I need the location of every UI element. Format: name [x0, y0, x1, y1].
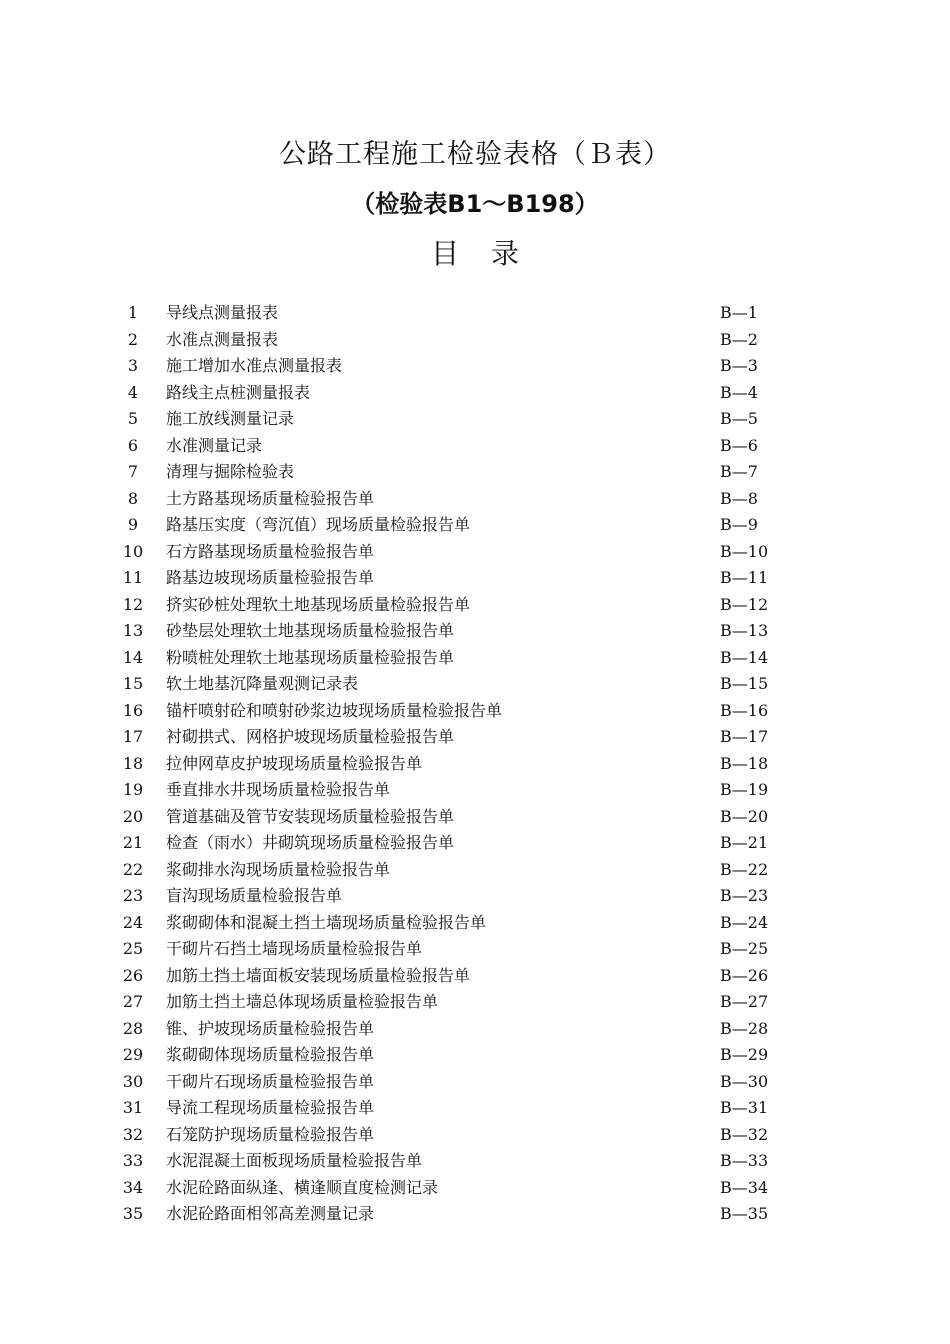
toc-entry-title: 检查（雨水）井砌筑现场质量检验报告单: [166, 833, 455, 852]
toc-entry-title: 水泥砼路面相邻高差测量记录: [166, 1204, 375, 1223]
toc-entry-number: 28: [122, 1018, 144, 1038]
toc-entry-code: B—2: [720, 329, 758, 349]
toc-entry[interactable]: [0, 645, 950, 672]
toc-entry-code: B—5: [720, 409, 758, 428]
toc-entry[interactable]: [0, 671, 950, 698]
toc-entry-number: 21: [122, 833, 144, 852]
toc-entry-number: 2: [127, 329, 139, 349]
toc-entry-title: 浆砌砌体和混凝土挡土墙现场质量检验报告单: [166, 912, 487, 932]
toc-entry[interactable]: [0, 883, 950, 910]
toc-entry-title: 盲沟现场质量检验报告单: [166, 886, 343, 905]
toc-entry-code: B—35: [720, 1204, 769, 1223]
toc-entry-title: 干砌片石挡土墙现场质量检验报告单: [166, 939, 423, 958]
toc-entry-code: B—30: [720, 1071, 769, 1091]
toc-entry-title: 石方路基现场质量检验报告单: [166, 541, 375, 561]
toc-entry-code: B—11: [720, 568, 769, 587]
toc-entry[interactable]: [0, 327, 950, 354]
toc-entry-number: 23: [122, 886, 144, 905]
toc-entry-title: 软土地基沉降量观测记录表: [166, 674, 359, 693]
toc-entry-number: 22: [122, 859, 144, 879]
toc-entry-code: B—17: [720, 727, 769, 746]
toc-entry-code: B—34: [720, 1177, 769, 1197]
toc-entry-code: B—7: [720, 462, 758, 481]
toc-entry[interactable]: [0, 300, 950, 327]
toc-heading: 目录: [430, 237, 551, 270]
toc-entry-number: 9: [127, 515, 139, 534]
toc-entry-code: B—14: [720, 647, 769, 667]
toc-entry-code: B—26: [720, 965, 769, 985]
toc-entry-code: B—21: [720, 833, 769, 852]
toc-entry-number: 29: [122, 1045, 144, 1064]
toc-entry-title: 锥、护坡现场质量检验报告单: [166, 1018, 375, 1038]
toc-entry-title: 挤实砂桩处理软土地基现场质量检验报告单: [166, 594, 471, 614]
toc-entry-title: 加筋土挡土墙总体现场质量检验报告单: [166, 992, 439, 1011]
document-subtitle: （检验表B1～B198）: [351, 190, 599, 218]
toc-entry-code: B—24: [720, 912, 769, 932]
toc-entry-title: 石笼防护现场质量检验报告单: [166, 1124, 375, 1144]
toc-entry-number: 6: [127, 435, 139, 455]
toc-entry-title: 粉喷桩处理软土地基现场质量检验报告单: [166, 647, 455, 667]
toc-entry-number: 16: [122, 700, 144, 720]
toc-entry-title: 加筋土挡土墙面板安装现场质量检验报告单: [166, 965, 471, 985]
toc-entry[interactable]: [0, 1016, 950, 1043]
toc-entry-number: 27: [122, 992, 144, 1011]
toc-entry-number: 34: [122, 1177, 144, 1197]
toc-entry-number: 17: [122, 727, 144, 746]
toc-entry[interactable]: [0, 1122, 950, 1149]
toc-entry-number: 32: [122, 1124, 144, 1144]
toc-entry-code: B—20: [720, 806, 769, 826]
toc-entry-code: B—15: [720, 674, 769, 693]
toc-entry[interactable]: [0, 1069, 950, 1096]
toc-entry-number: 7: [127, 462, 139, 481]
toc-entry-code: B—18: [720, 753, 769, 773]
toc-entry-code: B—25: [720, 939, 769, 958]
toc-entry-number: 3: [127, 356, 139, 375]
toc-entry[interactable]: [0, 1175, 950, 1202]
toc-entry[interactable]: [0, 353, 950, 380]
table-of-contents: [0, 300, 950, 1228]
document-title: 公路工程施工检验表格（Ｂ表）: [279, 139, 671, 170]
toc-entry-number: 1: [127, 303, 139, 322]
toc-entry-title: 砂垫层处理软土地基现场质量检验报告单: [166, 621, 455, 640]
toc-entry-number: 26: [122, 965, 144, 985]
toc-entry-title: 施工增加水准点测量报表: [166, 356, 343, 375]
toc-entry-number: 10: [122, 541, 144, 561]
toc-entry-code: B—4: [720, 382, 758, 402]
toc-entry[interactable]: [0, 936, 950, 963]
toc-entry-number: 5: [127, 409, 139, 428]
toc-entry-title: 施工放线测量记录: [166, 409, 295, 428]
toc-entry-number: 25: [122, 939, 144, 958]
toc-entry[interactable]: [0, 380, 950, 407]
toc-entry-code: B—10: [720, 541, 769, 561]
toc-entry[interactable]: [0, 459, 950, 486]
toc-entry[interactable]: [0, 804, 950, 831]
toc-entry-number: 24: [122, 912, 144, 932]
toc-entry-code: B—19: [720, 780, 769, 799]
toc-entry-title: 路基边坡现场质量检验报告单: [166, 568, 375, 587]
toc-entry[interactable]: [0, 486, 950, 513]
toc-entry-title: 清理与掘除检验表: [166, 462, 295, 481]
toc-entry[interactable]: [0, 592, 950, 619]
toc-entry-code: B—3: [720, 356, 758, 375]
toc-entry-title: 水泥混凝土面板现场质量检验报告单: [166, 1151, 423, 1170]
toc-entry-code: B—8: [720, 488, 758, 508]
toc-entry[interactable]: [0, 857, 950, 884]
toc-entry-number: 13: [122, 621, 144, 640]
toc-entry[interactable]: [0, 1095, 950, 1122]
toc-entry-code: B—28: [720, 1018, 769, 1038]
toc-entry[interactable]: [0, 565, 950, 592]
toc-entry[interactable]: [0, 910, 950, 937]
toc-entry-code: B—27: [720, 992, 769, 1011]
toc-entry-title: 路基压实度（弯沉值）现场质量检验报告单: [166, 515, 471, 534]
toc-entry-code: B—9: [720, 515, 758, 534]
toc-entry-title: 导流工程现场质量检验报告单: [166, 1098, 375, 1117]
toc-entry[interactable]: [0, 433, 950, 460]
toc-entry[interactable]: [0, 777, 950, 804]
toc-entry-code: B—12: [720, 594, 769, 614]
toc-entry[interactable]: [0, 1148, 950, 1175]
toc-entry-title: 衬砌拱式、网格护坡现场质量检验报告单: [166, 727, 455, 746]
toc-entry-number: 4: [127, 382, 139, 402]
toc-entry-title: 拉伸网草皮护坡现场质量检验报告单: [166, 753, 423, 773]
toc-entry-code: B—33: [720, 1151, 769, 1170]
toc-entry-number: 15: [122, 674, 144, 693]
toc-entry-code: B—31: [720, 1098, 769, 1117]
toc-entry-title: 管道基础及管节安装现场质量检验报告单: [166, 806, 455, 826]
toc-entry-title: 浆砌砌体现场质量检验报告单: [166, 1045, 375, 1064]
toc-entry[interactable]: [0, 724, 950, 751]
toc-entry[interactable]: [0, 830, 950, 857]
toc-entry-title: 水准测量记录: [166, 435, 263, 455]
toc-entry[interactable]: [0, 512, 950, 539]
toc-entry[interactable]: [0, 618, 950, 645]
toc-entry-title: 垂直排水井现场质量检验报告单: [166, 780, 391, 799]
toc-entry-code: B—22: [720, 859, 769, 879]
toc-entry-title: 浆砌排水沟现场质量检验报告单: [166, 859, 391, 879]
toc-entry-number: 31: [122, 1098, 144, 1117]
toc-entry-title: 土方路基现场质量检验报告单: [166, 488, 375, 508]
toc-entry-number: 18: [122, 753, 144, 773]
toc-entry-number: 30: [122, 1071, 144, 1091]
toc-entry[interactable]: [0, 698, 950, 725]
toc-entry-code: B—32: [720, 1124, 769, 1144]
toc-entry[interactable]: [0, 989, 950, 1016]
toc-entry-number: 20: [122, 806, 144, 826]
toc-entry-number: 8: [127, 488, 139, 508]
toc-entry-title: 干砌片石现场质量检验报告单: [166, 1071, 375, 1091]
toc-entry[interactable]: [0, 1201, 950, 1228]
toc-entry-number: 14: [122, 647, 144, 667]
toc-entry-number: 35: [122, 1204, 144, 1223]
toc-entry-title: 锚杆喷射砼和喷射砂浆边坡现场质量检验报告单: [166, 700, 503, 720]
toc-entry-title: 水准点测量报表: [166, 329, 279, 349]
toc-entry-number: 12: [122, 594, 144, 614]
toc-entry-number: 11: [122, 568, 144, 587]
toc-entry-number: 33: [122, 1151, 144, 1170]
toc-entry-code: B—16: [720, 700, 769, 720]
toc-entry-number: 19: [122, 780, 144, 799]
toc-entry[interactable]: [0, 751, 950, 778]
toc-entry-code: B—1: [720, 303, 758, 322]
toc-entry-title: 水泥砼路面纵逢、横逢顺直度检测记录: [166, 1177, 439, 1197]
toc-entry-code: B—6: [720, 435, 758, 455]
toc-entry-code: B—29: [720, 1045, 769, 1064]
toc-entry-title: 导线点测量报表: [166, 303, 279, 322]
toc-entry[interactable]: [0, 963, 950, 990]
toc-entry[interactable]: [0, 1042, 950, 1069]
toc-entry-code: B—23: [720, 886, 769, 905]
toc-entry-title: 路线主点桩测量报表: [166, 382, 311, 402]
toc-entry[interactable]: [0, 539, 950, 566]
toc-entry[interactable]: [0, 406, 950, 433]
toc-entry-code: B—13: [720, 621, 769, 640]
